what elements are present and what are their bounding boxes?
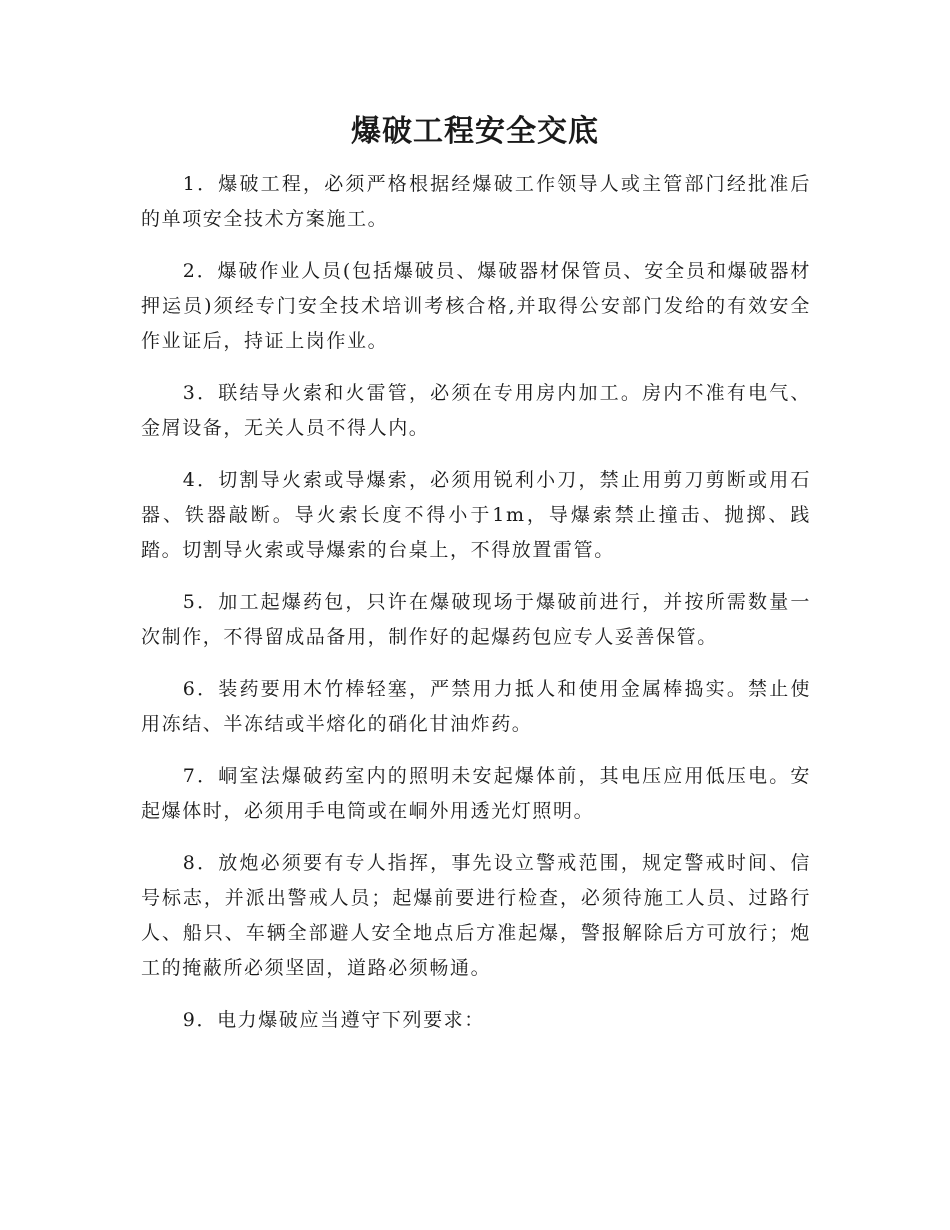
document-title: 爆破工程安全交底 [351,114,599,149]
paragraph-5: 5．加工起爆药包，只许在爆破现场于爆破前进行，并按所需数量一次制作，不得留成品备用，制作好的起爆药包应专人妥善保管。 [141,591,811,648]
paragraph-2: 2．爆破作业人员(包括爆破员、爆破器材保管员、安全员和爆破器材押运员)须经专门安全技术培训考核合格,并取得公安部门发给的有效安全作业证后，持证上岗作业。 [141,260,811,352]
paragraph-8: 8．放炮必须要有专人指挥，事先设立警戒范围，规定警戒时间、信号标志，并派出警戒人员；起爆前要进行检查，必须待施工人员、过路行人、船只、车辆全部避人安全地点后方准起爆，警报解除后方可放行；炮工的掩蔽所必须坚固，道路必须畅通。 [141,852,811,979]
document-body [141,167,811,1055]
paragraph-7: 7．峒室法爆破药室内的照明未安起爆体前，其电压应用低压电。安起爆体时，必须用手电筒或在峒外用透光灯照明。 [141,765,811,822]
paragraph-4: 4．切割导火索或导爆索，必须用锐利小刀，禁止用剪刀剪断或用石器、铁器敲断。导火索长度不得小于1m，导爆索禁止撞击、抛掷、践踏。切割导火索或导爆索的台桌上，不得放置雷管。 [141,469,811,561]
paragraph-1: 1．爆破工程，必须严格根据经爆破工作领导人或主管部门经批准后的单项安全技术方案施工。 [141,173,811,230]
paragraph-9: 9．电力爆破应当遵守下列要求： [182,1009,485,1031]
paragraph-6: 6．装药要用木竹棒轻塞，严禁用力抵人和使用金属棒捣实。禁止使用冻结、半冻结或半熔化的硝化甘油炸药。 [141,678,811,735]
paragraph-3: 3．联结导火索和火雷管，必须在专用房内加工。房内不准有电气、金屑设备，无关人员不得人内。 [141,382,811,439]
